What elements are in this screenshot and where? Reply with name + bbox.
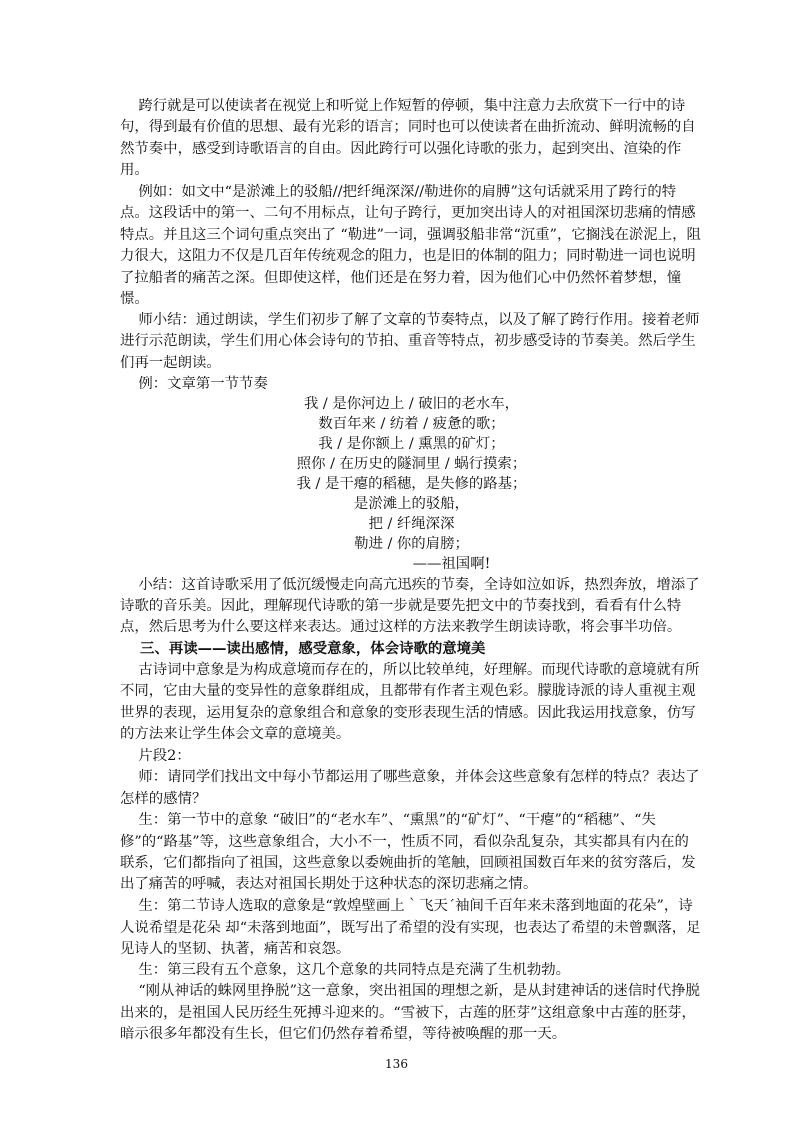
page-number: 136	[385, 1057, 408, 1071]
paragraph-student-answer-1: 生：第一节中的意象 “破旧”的“老水车”、“熏黑”的“矿灯”、“干瘪”的“稻穗”、“失修”的“路基”等，这些意象组合，大小不一，性质不同，看似杂乱复杂，其实都具有内在的联系，它们都指向了祖国，这些意象以委婉曲折的笔触，回顾祖国数百年来的贫穷落后，发出了痛苦的呼喊，表达对祖国长期处于这种状态的深切悲痛之情。	[120, 812, 696, 893]
paragraph-summary: 小结：这首诗歌采用了低沉缓慢走向高亢迅疾的节奏，全诗如泣如诉，热烈奔放，增添了诗歌的音乐美。因此，理解现代诗歌的第一步就是要先把文中的节奏找到，看看有什么特点，然后思考为什么要这样来表达。通过这样的方法来教学生朗读诗歌，将会事半功倍。	[120, 576, 700, 636]
section-heading: 三、再读——读出感情，感受意象，体会诗歌的意境美	[120, 640, 486, 657]
poem-line: 勒进 / 你的肩膀；	[354, 535, 469, 552]
poem-line: 我 / 是你河边上 / 破旧的老水车，	[303, 396, 520, 413]
paragraph-student-answer-3: 生：第三段有五个意象，这几个意象的共同特点是充满了生机勃勃。	[120, 962, 571, 979]
paragraph-example-enjambment: 例如：如文中“是淤滩上的驳船//把纤绳深深//勒进你的肩膊”这句话就采用了跨行的特点。这段话中的第一、二句不用标点，让句子跨行，更加突出诗人的对祖国深切悲痛的情感特点。并且这三个词句重点突出了 “勒进”一词，强调驳船非常“沉重”，它搁浅在淤泥上，阻力很大，这阻力不仅是几百年传统观念的阻力，也是旧的体制的阻力；同时勒进一词也说明了拉船者的痛苦之深。但即使这样，他们还是在努力着，因为他们心中仍然怀着梦想，憧憬。	[120, 184, 701, 308]
poem-line: 照你 / 在历史的隧洞里 / 蜗行摸索；	[296, 456, 527, 473]
paragraph-student-answer-4: “刚从神话的蛛网里挣脱”这一意象，突出祖国的理想之新，是从封建神话的迷信时代挣脱出来的，是祖国人民历经生死搏斗迎来的。“雪被下，古莲的胚芽”这组意象中古莲的胚芽，暗示很多年都没有生长，但它们仍然存着希望，等待被唤醒的那一天。	[120, 983, 700, 1043]
poem-line: 我 / 是你额上 / 熏黑的矿灯；	[318, 436, 505, 453]
paragraph-student-answer-2: 生：第二节诗人选取的意象是“敦煌壁画上｀飞天´袖间千百年来未落到地面的花朵”，诗人说希望是花朵 却“未落到地面”，既写出了希望的没有实现，也表达了希望的未曾飘落，足见诗人的坚韧、执著，痛苦和哀怨。	[120, 898, 701, 958]
paragraph-enjambment-intro: 跨行就是可以使读者在视觉上和听觉上作短暂的停顿，集中注意力去欣赏下一行中的诗句，得到最有价值的思想、最有光彩的语言；同时也可以使读者在曲折流动、鲜明流畅的自然节奏中，感受到诗歌语言的自由。因此跨行可以强化诗歌的张力，起到突出、渲染的作用。	[120, 98, 696, 179]
paragraph-imagery-intro: 古诗词中意象是为构成意境而存在的，所以比较单纯，好理解。而现代诗歌的意境就有所不同，它由大量的变异性的意象群组成，且都带有作者主观色彩。朦胧诗派的诗人重视主观世界的表现，运用复杂的意象组合和意象的变形表现生活的情感。因此我运用找意象，仿写的方法来让学生体会文章的意境美。	[120, 662, 700, 743]
poem-block	[120, 395, 703, 574]
poem-line: 把 / 纤绳深深	[368, 515, 455, 532]
paragraph-fragment-label: 片段2：	[120, 748, 191, 765]
poem-line: ——祖国啊!	[412, 555, 491, 572]
poem-line: 是淤滩上的驳船，	[353, 495, 470, 512]
paragraph-teacher-summary: 师小结：通过朗读，学生们初步了解了文章的节奏特点，以及了解了跨行作用。接着老师进行示范朗读，学生们用心体会诗句的节拍、重音等特点，初步感受诗的节奏美。然后学生们再一起朗读。	[120, 312, 700, 371]
poem-line: 我 / 是干瘪的稻穗，是失修的路基；	[296, 476, 527, 493]
poem-line: 数百年来 / 纺着 / 疲惫的歌；	[318, 416, 505, 433]
paragraph-teacher-question: 师：请同学们找出文中每小节都运用了哪些意象，并体会这些意象有怎样的特点？表达了怎样的感情？	[120, 769, 700, 807]
paragraph-example-rhythm: 例：文章第一节节奏	[120, 376, 268, 393]
